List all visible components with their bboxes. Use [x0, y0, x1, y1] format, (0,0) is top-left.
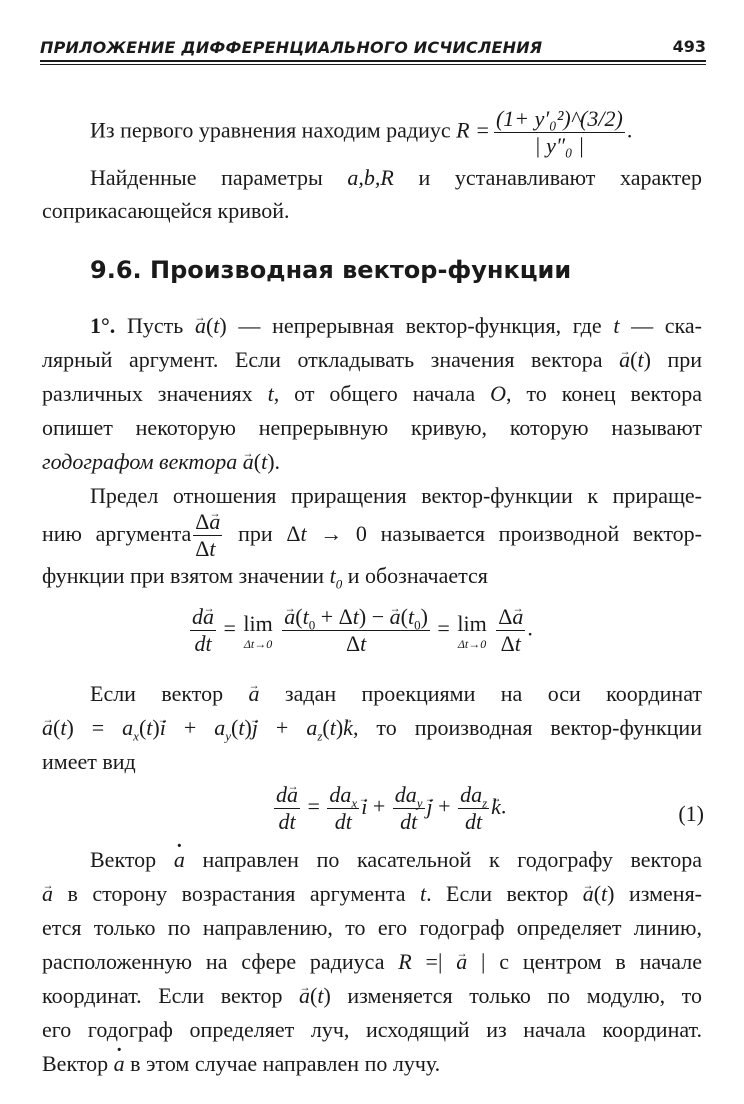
vector-a: → a: [249, 680, 260, 708]
header-rule-thin: [40, 64, 706, 65]
p3-l2c: называется производной вектор-: [380, 521, 703, 546]
p3-l3a: функции при взятом значении: [42, 563, 325, 588]
p2-l1b: — непрерывная вектор-функция, где: [238, 313, 602, 338]
radius-lhs: R =: [456, 117, 490, 143]
vector-a-t: → a(t): [195, 313, 227, 338]
vector-a-dot-2: · a: [114, 1050, 125, 1078]
params-list: a,b,R: [347, 165, 394, 190]
p2-line-3: [42, 380, 702, 408]
header-rule-thick: [40, 60, 706, 62]
p4-line-3: имеет вид: [42, 749, 136, 774]
p5-line-5: [42, 982, 702, 1010]
p2-l2a: лярный аргумент. Если откладывать значения вектора: [42, 347, 603, 372]
p2-l1c: — ска-: [631, 313, 702, 338]
p2-l2b: при: [667, 347, 703, 372]
p5-l4b: с центром в начале: [499, 949, 703, 974]
p2-l3b: , от общего начала: [273, 381, 476, 406]
p2-l3c: , то конец вектора: [506, 381, 703, 406]
vector-a-t-4: → a(t): [583, 881, 615, 906]
p2-line-2: [42, 346, 702, 374]
radius-numerator: (1+ y′₀²)^(3/2): [495, 106, 623, 131]
p2-l1a: Пусть: [126, 313, 184, 338]
p4-line-2: [42, 714, 702, 742]
section-title: 9.6. Производная вектор-функции: [90, 256, 572, 284]
p3-line-1: Предел отношения приращения вектор-функции к прираще-: [90, 483, 702, 508]
p3-line-3: [42, 562, 488, 590]
radius-line: Из первого уравнения находим радиус R = $\frac{\text{(1+ y′₀²)\textasciicircum{}(3/2)}}{\text{| y″₀ |}}$ .: [90, 106, 633, 158]
p3-line-2: [42, 506, 702, 562]
p5-line-4: [42, 948, 702, 976]
p2-l5b: .: [274, 449, 281, 474]
p5-l4a: расположенную на сфере радиуса: [42, 949, 385, 974]
var-t: t: [613, 313, 620, 338]
p5-l2c: изменя-: [628, 881, 703, 906]
p5-l1b: направлен по касательной к годографу вектора: [202, 847, 703, 872]
page-number: 493: [672, 37, 706, 56]
p5-line-7: [42, 1050, 440, 1078]
origin-O: O: [490, 381, 506, 406]
p5-line-3: ется только по направлению, то его годограф определяет линию,: [42, 915, 702, 940]
p4-line-1: [90, 680, 702, 708]
derivative-definition-formula: $\frac{d\to a}{dt}$ = lim Δt→0 → $\frac{a(t_0 + \Delta t) - \to a(t_0)}{\Delta t}$ = lim Δt→0 $\frac{\Delta\to a}{\Delta t}$ .: [188, 604, 533, 657]
params-line-2: соприкасающейся кривой.: [42, 198, 290, 223]
p4-l1b: задан проекциями на оси координат: [284, 681, 703, 706]
params-line-1: [90, 164, 702, 192]
ratio-fraction: $\frac{\Delta\to a}{\Delta t}$: [193, 509, 222, 562]
running-header: [40, 32, 706, 60]
vector-a-t-3: → a(t): [243, 449, 275, 474]
p5-line-2: [42, 880, 702, 908]
vector-a-dot: · a: [174, 846, 185, 874]
radius-fraction: [494, 106, 625, 159]
p5-l5a: координат. Если вектор: [42, 983, 283, 1008]
var-t-3: t: [419, 881, 427, 906]
var-t-2: t: [267, 381, 274, 406]
p2-line-1: [90, 312, 702, 340]
p2-marker: 1°.: [90, 313, 116, 338]
hodograph-term: годографом вектора: [42, 449, 238, 474]
p4-l2b: , то производная вектор-функции: [352, 715, 702, 740]
p5-l2a: в сторону возрастания аргумента: [67, 881, 406, 906]
var-t0: $t_0$: [329, 563, 343, 592]
radius-denominator: | y″₀ |: [534, 133, 585, 158]
p5-line-1: [90, 846, 702, 874]
p5-l5b: изменяется только по модулю, то: [347, 983, 703, 1008]
sphere-radius: R =| → a |: [398, 949, 485, 974]
p3-l2b: при: [238, 521, 273, 546]
p2-l3a: различных значениях: [42, 381, 253, 406]
p3-l2a: нию аргумента: [42, 521, 192, 546]
header-title: ПРИЛОЖЕНИЕ ДИФФЕРЕНЦИАЛЬНОГО ИСЧИСЛЕНИЯ: [40, 38, 543, 57]
p4-l1a: Если вектор: [90, 681, 224, 706]
p5-l7b: в этом случае направлен по лучу.: [130, 1051, 441, 1076]
p2-line-5: [42, 448, 280, 476]
params-text: Найденные параметры: [90, 165, 323, 190]
p3-l3b: и обозначается: [347, 563, 488, 588]
vector-a-t-5: → a(t): [299, 983, 331, 1008]
limit-condition: Δt → 0: [286, 521, 367, 546]
p5-l7a: Вектор: [42, 1051, 109, 1076]
params-tail: и устанавливают характер: [418, 165, 703, 190]
vector-a-t-2: → a(t): [619, 347, 651, 372]
radius-text: Из первого уравнения находим радиус: [90, 117, 451, 143]
equation-number: (1): [678, 801, 704, 826]
p2-line-4: опишет некоторую непрерывную кривую, которую называют: [42, 415, 702, 440]
p5-l1a: Вектор: [90, 847, 157, 872]
p5-line-6: его годограф определяет луч, исходящий из начала координат.: [42, 1017, 702, 1042]
p5-l2b: . Если вектор: [426, 881, 569, 906]
vector-decomposition: → $a(t) = a_x(t)\to i + a_y(t)\to j + a_z(t)\to k$: [42, 715, 353, 740]
equation-1: $\frac{d\to a}{dt}$ = $da_x$ dt → i + $da_y$ dt → j + $da_z$ dt → k.: [272, 782, 506, 835]
vector-a-2: → a: [42, 880, 53, 908]
